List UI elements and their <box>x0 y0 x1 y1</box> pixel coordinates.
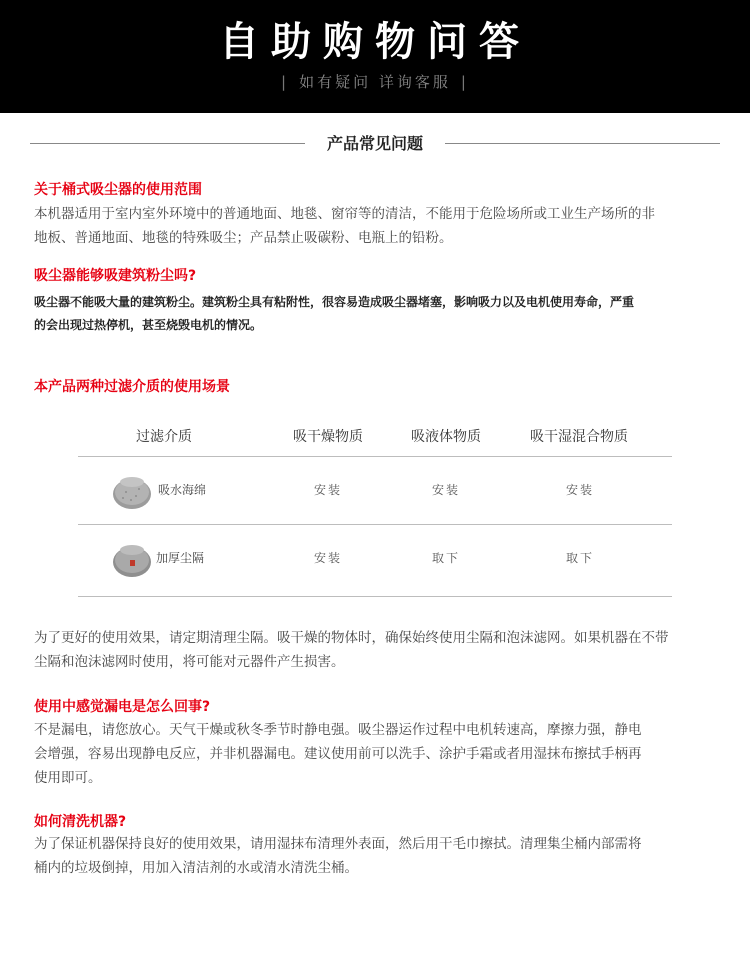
page-title: 自助购物问答 <box>219 19 531 65</box>
answer-line: 使用即可。 <box>34 770 102 786</box>
subtitle-text: 如有疑问 详询客服 <box>299 73 451 91</box>
filter-section-title: 本产品两种过滤介质的使用场景 <box>34 379 230 395</box>
answer-line: 不是漏电，请您放心。天气干燥或秋冬季节时静电强。吸尘器运作过程中电机转速高，摩擦力强，静电 <box>34 722 642 738</box>
faq-answer <box>34 291 724 337</box>
answer-line: 会增强，容易出现静电反应，并非机器漏电。建议使用前可以洗手、涂护手霜或者用湿抹布擦拭手柄再 <box>34 746 642 762</box>
header-cell: 吸液体物质 <box>411 429 481 445</box>
answer-line: 地板、普通地面、地毯的特殊吸尘；产品禁止吸碳粉、电瓶上的铅粉。 <box>34 230 453 246</box>
faq-question: 吸尘器能够吸建筑粉尘吗? <box>34 268 197 284</box>
answer-line: 桶内的垃圾倒掉，用加入清洁剂的水或清水清洗尘桶。 <box>34 860 358 876</box>
section-title: 产品常见问题 <box>326 134 423 153</box>
faq-answer <box>34 202 724 250</box>
subtitle-separator-right: | <box>460 73 469 91</box>
cell-dry: 安装 <box>313 551 342 565</box>
header-cell: 吸干燥物质 <box>293 429 363 445</box>
filter-name: 加厚尘隔 <box>156 551 205 565</box>
faq-question: 使用中感觉漏电是怎么回事? <box>34 699 211 715</box>
faq-question: 如何清洗机器? <box>34 814 127 830</box>
table-row <box>78 524 672 592</box>
header-banner <box>0 0 750 113</box>
header-cell: 过滤介质 <box>136 429 192 445</box>
cell-liquid: 取下 <box>431 551 460 565</box>
cell-dry: 安装 <box>313 483 342 497</box>
cell-liquid: 安装 <box>431 483 460 497</box>
section-header <box>30 130 720 158</box>
note-line: 为了更好的使用效果，请定期清理尘隔。吸干燥的物体时，确保始终使用尘隔和泡沫滤网。如果机器在不带 <box>34 630 669 646</box>
banner-subtitle <box>0 71 750 93</box>
filter-note <box>34 626 724 674</box>
dust-bag-filter-icon <box>111 538 153 578</box>
answer-line: 吸尘器不能吸大量的建筑粉尘。建筑粉尘具有粘附性，很容易造成吸尘器堵塞，影响吸力以及电机使用寿命，严重 <box>34 295 635 309</box>
faq-question: 关于桶式吸尘器的使用范围 <box>34 182 202 198</box>
cell-mixed: 安装 <box>565 483 594 497</box>
note-line: 尘隔和泡沫滤网时使用，将可能对元器件产生损害。 <box>34 654 345 670</box>
answer-line: 的会出现过热停机，甚至烧毁电机的情况。 <box>34 318 263 332</box>
filter-name: 吸水海绵 <box>158 483 207 497</box>
table-rule <box>78 596 672 597</box>
answer-line: 为了保证机器保持良好的使用效果，请用湿抹布清理外表面，然后用干毛巾擦拭。清理集尘桶内部需将 <box>34 836 642 852</box>
cell-mixed: 取下 <box>565 551 594 565</box>
sponge-filter-icon <box>111 470 153 510</box>
header-cell: 吸干湿混合物质 <box>530 429 628 445</box>
faq-answer <box>34 718 724 790</box>
answer-line: 本机器适用于室内室外环境中的普通地面、地毯、窗帘等的清洁，不能用于危险场所或工业生产场所的非 <box>34 206 655 222</box>
table-header <box>78 420 672 454</box>
table-row <box>78 456 672 524</box>
subtitle-separator-left: | <box>281 73 290 91</box>
faq-answer <box>34 832 724 880</box>
section-divider-right <box>445 143 720 144</box>
